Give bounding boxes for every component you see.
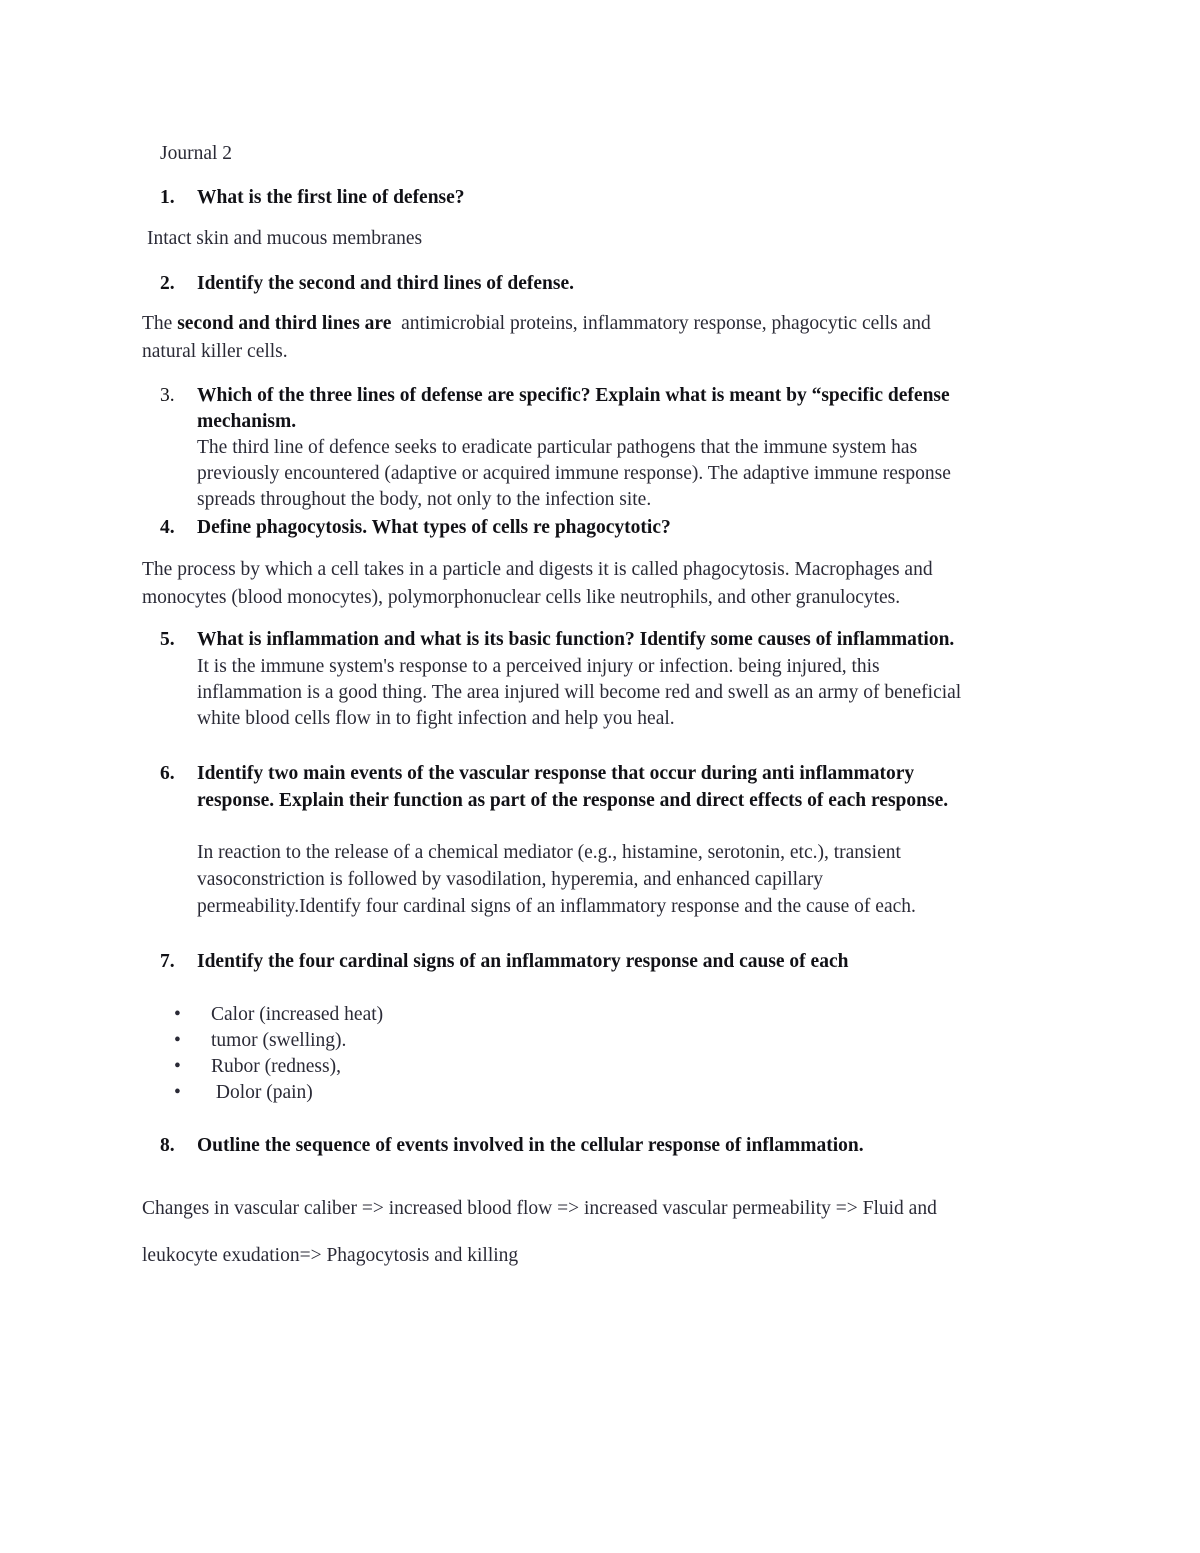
bullet: • — [174, 1056, 181, 1077]
answer-2-line2: natural killer cells. — [142, 341, 288, 362]
cardinal-signs-list — [174, 1002, 384, 1106]
list-item — [174, 1054, 383, 1080]
answer-4-line1: The process by which a cell takes in a particle and digests it is called phagocytosis. Macrophages and — [142, 559, 933, 580]
answer-8-line1: Changes in vascular caliber => increased blood flow => increased vascular permeability => Fluid and — [142, 1198, 937, 1219]
question-5-text: What is inflammation and what is its basic function? Identify some causes of inflammation. — [197, 629, 955, 650]
question-4-number: 4. — [160, 517, 175, 538]
question-1-number: 1. — [160, 187, 175, 208]
question-4-text: Define phagocytosis. What types of cells re phagocytotic? — [197, 517, 671, 538]
answer-6-line1: In reaction to the release of a chemical mediator (e.g., histamine, serotonin, etc.), transient — [197, 842, 901, 863]
question-6-line2: response. Explain their function as part of the response and direct effects of each response. — [197, 790, 949, 811]
list-item — [174, 1028, 383, 1054]
answer-5-line2: inflammation is a good thing. The area injured will become red and swell as an army of beneficial — [197, 682, 962, 703]
answer-5-line3: white blood cells flow in to fight infection and help you heal. — [197, 708, 675, 729]
answer-6-line3: permeability.Identify four cardinal signs of an inflammatory response and the cause of each. — [197, 896, 916, 917]
list-item-text: Rubor (redness), — [211, 1056, 341, 1077]
answer-3-line3: spreads throughout the body, not only to the infection site. — [197, 489, 652, 510]
answer-2-prefix: The — [142, 313, 178, 334]
answer-3-line1: The third line of defence seeks to eradicate particular pathogens that the immune system has — [197, 437, 918, 458]
question-2-text: Identify the second and third lines of defense. — [197, 273, 575, 294]
document-title: Journal 2 — [160, 143, 233, 164]
bullet: • — [174, 1004, 181, 1025]
question-7-number: 7. — [160, 951, 175, 972]
bullet: • — [174, 1030, 181, 1051]
question-3-line1: Which of the three lines of defense are specific? Explain what is meant by “specific defense — [197, 385, 950, 406]
answer-2-bold: second and third lines are — [177, 313, 392, 334]
question-7-text: Identify the four cardinal signs of an inflammatory response and cause of each — [197, 951, 849, 972]
answer-2-line1-rest: antimicrobial proteins, inflammatory response, phagocytic cells and — [391, 313, 931, 334]
question-6-number: 6. — [160, 763, 175, 784]
bullet: • — [174, 1082, 181, 1103]
question-3-number: 3. — [160, 385, 175, 406]
answer-1: Intact skin and mucous membranes — [147, 228, 423, 249]
list-item — [174, 1002, 384, 1028]
question-2-number: 2. — [160, 273, 175, 294]
answer-3-line2: previously encountered (adaptive or acquired immune response). The adaptive immune response — [197, 463, 951, 484]
list-item-text: tumor (swelling). — [211, 1030, 347, 1051]
question-8-number: 8. — [160, 1135, 175, 1156]
question-8-text: Outline the sequence of events involved in the cellular response of inflammation. — [197, 1135, 864, 1156]
answer-2 — [142, 311, 1062, 337]
answer-6-line2: vasoconstriction is followed by vasodilation, hyperemia, and enhanced capillary — [197, 869, 823, 890]
list-item-text: Calor (increased heat) — [211, 1004, 384, 1025]
question-6-line1: Identify two main events of the vascular response that occur during anti inflammatory — [197, 763, 915, 784]
answer-8-line2: leukocyte exudation=> Phagocytosis and killing — [142, 1245, 519, 1266]
question-1-text: What is the first line of defense? — [197, 187, 465, 208]
answer-5-line1: It is the immune system's response to a perceived injury or infection. being injured, this — [197, 656, 880, 677]
answer-4-line2: monocytes (blood monocytes), polymorphonuclear cells like neutrophils, and other granulocytes. — [142, 587, 901, 608]
list-item — [174, 1080, 383, 1106]
list-item-text: Dolor (pain) — [211, 1082, 313, 1103]
question-5-number: 5. — [160, 629, 175, 650]
question-3-line2: mechanism. — [197, 411, 297, 432]
